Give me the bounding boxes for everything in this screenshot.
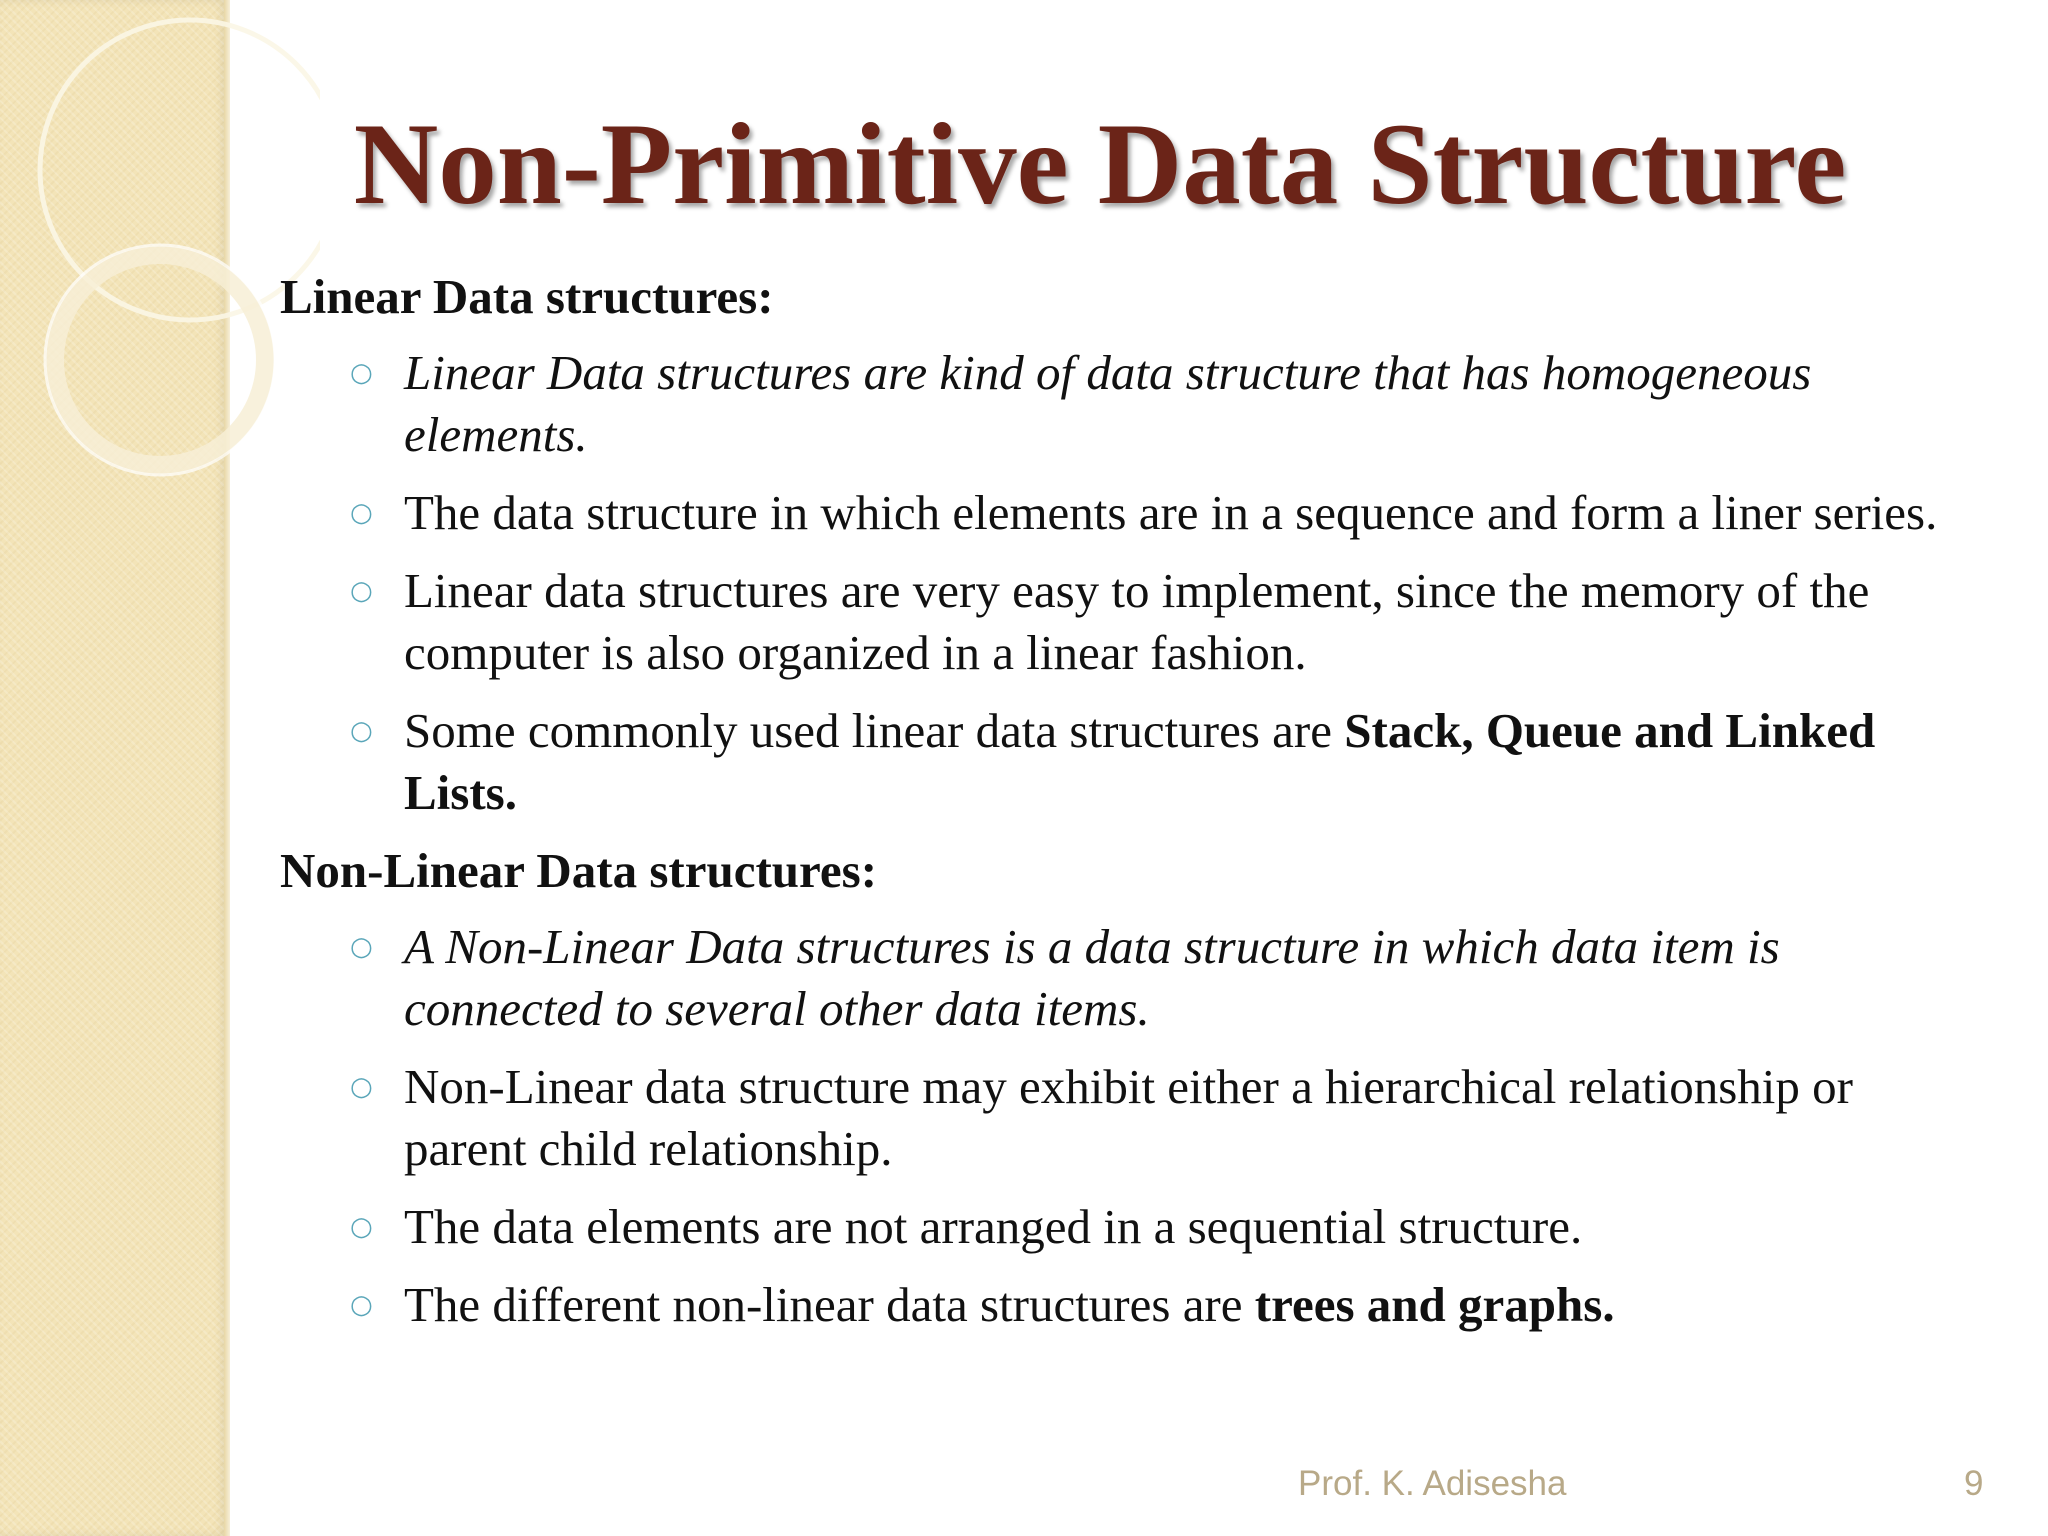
- bullet-text: The data structure in which elements are in a sequence and form a liner series.: [404, 485, 1938, 540]
- list-item: [280, 1274, 1980, 1336]
- bullet-text: Linear data structures are very easy to implement, since the memory of the computer is also organized in a linear fashion.: [404, 563, 1870, 680]
- small-ring-outline: [45, 245, 275, 475]
- slide-title: Non-Primitive Data Structure: [353, 100, 1847, 229]
- bullet-text: The data elements are not arranged in a sequential structure.: [404, 1199, 1583, 1254]
- page-number: 9: [1964, 1464, 1984, 1503]
- footer-author: Prof. K. Adisesha: [1298, 1464, 1567, 1503]
- bullet-text-emphasis: Stack, Queue and Linked Lists.: [404, 703, 1876, 820]
- hollow-circle-bullet-icon: ○: [350, 358, 373, 388]
- bullet-text: Non-Linear data structure may exhibit either a hierarchical relationship or parent child relationship.: [404, 1059, 1853, 1176]
- hollow-circle-bullet-icon: ○: [350, 1072, 373, 1102]
- hollow-circle-bullet-icon: ○: [350, 498, 373, 528]
- list-item: [280, 700, 1980, 824]
- list-item: [280, 560, 1980, 684]
- non-linear-bullet-list: [280, 916, 1980, 1336]
- bullet-text: Linear Data structures are kind of data structure that has homogeneous elements.: [404, 345, 1812, 462]
- section-heading-non-linear: Non-Linear Data structures:: [280, 843, 878, 898]
- bullet-text: A Non-Linear Data structures is a data structure in which data item is connected to several other data items.: [404, 919, 1780, 1036]
- hollow-circle-bullet-icon: ○: [350, 1290, 373, 1320]
- hollow-circle-bullet-icon: ○: [350, 576, 373, 606]
- decorative-rings: [0, 0, 320, 520]
- hollow-circle-bullet-icon: ○: [350, 932, 373, 962]
- bullet-text-emphasis: trees and graphs.: [1254, 1277, 1615, 1332]
- bullet-text-prefix: Some commonly used linear data structures are: [404, 703, 1345, 758]
- list-item: [280, 1056, 1980, 1180]
- list-item: [280, 916, 1980, 1040]
- bullet-text-prefix: The different non-linear data structures are: [404, 1277, 1255, 1332]
- list-item: [280, 342, 1980, 466]
- list-item: [280, 482, 1980, 544]
- list-item: [280, 1196, 1980, 1258]
- slide-content: [280, 266, 1980, 1352]
- hollow-circle-bullet-icon: ○: [350, 1212, 373, 1242]
- linear-bullet-list: [280, 342, 1980, 824]
- hollow-circle-bullet-icon: ○: [350, 716, 373, 746]
- small-ring: [55, 255, 265, 465]
- section-heading-linear: Linear Data structures:: [280, 269, 774, 324]
